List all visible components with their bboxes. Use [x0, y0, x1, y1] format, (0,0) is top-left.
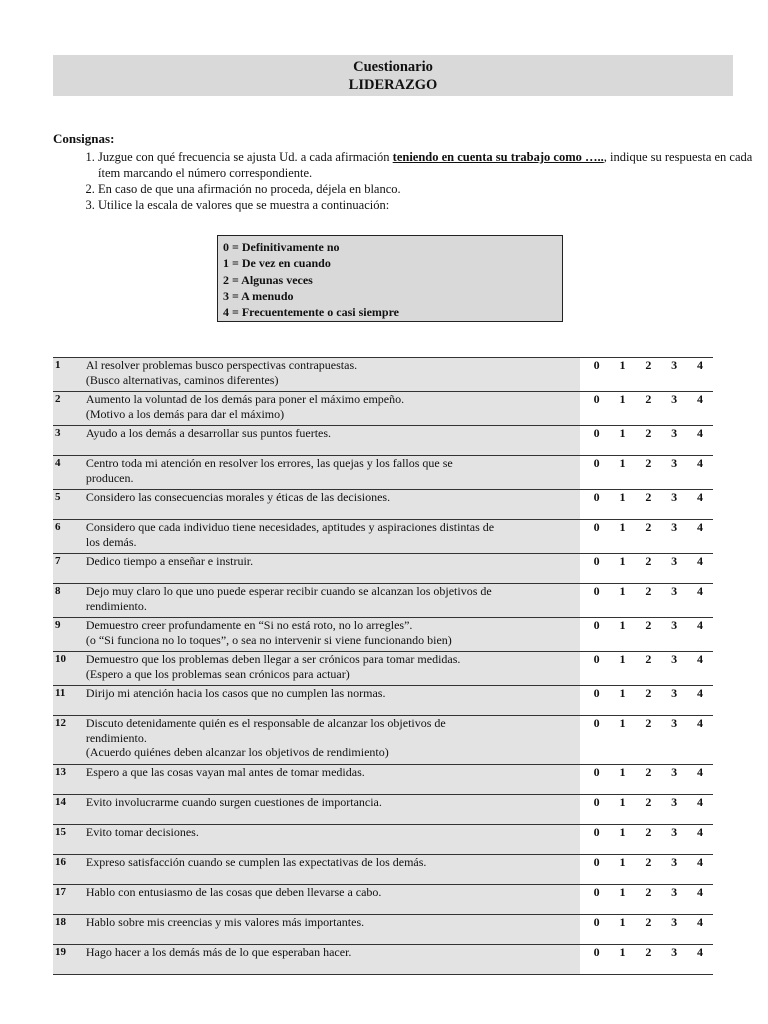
question-row: [53, 945, 713, 975]
rating-option-3[interactable]: 3: [661, 795, 687, 825]
rating-option-1[interactable]: 1: [610, 652, 636, 686]
question-line: Espero a que las cosas vayan mal antes de tomar medidas.: [85, 765, 365, 779]
rating-option-4[interactable]: 4: [687, 885, 713, 915]
question-line: rendimiento.: [85, 730, 147, 745]
instruction-text: Juzgue con qué frecuencia se ajusta Ud. a cada afirmación: [98, 150, 393, 164]
question-text: [85, 456, 580, 490]
rating-option-2[interactable]: 2: [635, 520, 661, 554]
rating-option-4[interactable]: 4: [687, 358, 713, 392]
question-text: [85, 885, 580, 915]
rating-option-4[interactable]: 4: [687, 520, 713, 554]
question-text: [85, 520, 580, 554]
rating-option-3[interactable]: 3: [661, 520, 687, 554]
rating-option-3[interactable]: 3: [661, 825, 687, 855]
question-number: 8: [53, 584, 85, 618]
instruction-item: [98, 149, 753, 181]
question-number: 11: [53, 686, 85, 716]
scale-entry: 2 = Algunas veces: [223, 272, 313, 287]
question-line: Evito involucrarme cuando surgen cuestiones de importancia.: [85, 795, 382, 809]
rating-option-3[interactable]: 3: [661, 652, 687, 686]
question-number: 14: [53, 795, 85, 825]
question-line: Dejo muy claro lo que uno puede esperar recibir cuando se alcanzan los objetivos de: [85, 584, 492, 598]
rating-option-0[interactable]: 0: [584, 686, 610, 716]
rating-option-4[interactable]: 4: [687, 686, 713, 716]
question-row: [53, 885, 713, 915]
question-number: 19: [53, 945, 85, 975]
question-line: [86, 960, 580, 975]
question-number: 15: [53, 825, 85, 855]
question-row: [53, 456, 713, 490]
rating-option-4[interactable]: 4: [687, 426, 713, 456]
rating-option-0[interactable]: 0: [584, 618, 610, 652]
question-number: 12: [53, 716, 85, 765]
question-row: [53, 915, 713, 945]
rating-option-2[interactable]: 2: [635, 584, 661, 618]
rating-option-3[interactable]: 3: [661, 392, 687, 426]
question-line: [86, 900, 580, 915]
rating-scale-legend: [217, 235, 563, 322]
rating-option-1[interactable]: 1: [610, 520, 636, 554]
question-line: Discuto detenidamente quién es el responsable de alcanzar los objetivos de: [85, 716, 446, 730]
rating-option-1[interactable]: 1: [610, 358, 636, 392]
rating-option-1[interactable]: 1: [610, 765, 636, 795]
rating-option-3[interactable]: 3: [661, 554, 687, 584]
rating-option-2[interactable]: 2: [635, 358, 661, 392]
question-row: [53, 686, 713, 716]
question-line: [86, 569, 580, 584]
rating-option-2[interactable]: 2: [635, 554, 661, 584]
question-text: [85, 825, 580, 855]
question-row: [53, 618, 713, 652]
rating-option-3[interactable]: 3: [661, 765, 687, 795]
question-text: [85, 392, 580, 426]
rating-option-4[interactable]: 4: [687, 392, 713, 426]
rating-option-2[interactable]: 2: [635, 652, 661, 686]
question-number: 17: [53, 885, 85, 915]
question-text: [85, 686, 580, 716]
question-row: [53, 855, 713, 885]
questionnaire-header: [53, 55, 733, 96]
rating-option-0[interactable]: 0: [584, 520, 610, 554]
question-row: [53, 554, 713, 584]
question-row: [53, 520, 713, 554]
question-text: [85, 490, 580, 520]
instruction-item: 3. Utilice la escala de valores que se muestra a continuación:: [98, 197, 753, 213]
rating-option-3[interactable]: 3: [661, 885, 687, 915]
rating-option-0[interactable]: 0: [584, 915, 610, 945]
question-line: (Motivo a los demás para dar el máximo): [85, 406, 285, 421]
rating-option-1[interactable]: 1: [610, 855, 636, 885]
question-text: [85, 765, 580, 795]
rating-option-3[interactable]: 3: [661, 490, 687, 520]
question-text: [85, 716, 580, 765]
question-number: 18: [53, 915, 85, 945]
question-text: [85, 945, 580, 975]
question-text: [85, 554, 580, 584]
question-number: 13: [53, 765, 85, 795]
question-number: 1: [53, 358, 85, 392]
question-row: [53, 716, 713, 765]
rating-option-1[interactable]: 1: [610, 490, 636, 520]
question-line: (Espero a que los problemas sean crónicos para actuar): [85, 666, 350, 681]
rating-option-1[interactable]: 1: [610, 716, 636, 765]
question-line: Hago hacer a los demás más de lo que esperaban hacer.: [85, 945, 352, 959]
question-text: [85, 855, 580, 885]
rating-option-2[interactable]: 2: [635, 945, 661, 975]
question-line: Demuestro creer profundamente en “Si no está roto, no lo arregles”.: [85, 618, 413, 632]
rating-option-2[interactable]: 2: [635, 795, 661, 825]
question-line: [86, 505, 580, 520]
question-row: [53, 358, 713, 392]
rating-option-3[interactable]: 3: [661, 945, 687, 975]
question-line: los demás.: [85, 534, 137, 549]
rating-option-2[interactable]: 2: [635, 716, 661, 765]
rating-option-1[interactable]: 1: [610, 392, 636, 426]
question-line: Hablo sobre mis creencias y mis valores más importantes.: [85, 915, 365, 929]
rating-option-0[interactable]: 0: [584, 358, 610, 392]
question-line: (Acuerdo quiénes deben alcanzar los objetivos de rendimiento): [85, 745, 389, 759]
question-line: Dirijo mi atención hacia los casos que no cumplen las normas.: [85, 686, 386, 700]
instructions-title: Consignas:: [53, 131, 115, 146]
rating-option-3[interactable]: 3: [661, 584, 687, 618]
scale-entry: 1 = De vez en cuando: [223, 256, 331, 271]
question-line: [86, 930, 580, 945]
question-line: Expreso satisfacción cuando se cumplen las expectativas de los demás.: [85, 855, 427, 869]
rating-option-1[interactable]: 1: [610, 825, 636, 855]
question-number: 4: [53, 456, 85, 490]
question-row: [53, 392, 713, 426]
rating-option-3[interactable]: 3: [661, 618, 687, 652]
rating-option-1[interactable]: 1: [610, 686, 636, 716]
question-text: [85, 618, 580, 652]
question-text: [85, 426, 580, 456]
question-number: 3: [53, 426, 85, 456]
rating-option-4[interactable]: 4: [687, 554, 713, 584]
rating-option-2[interactable]: 2: [635, 885, 661, 915]
rating-option-4[interactable]: 4: [687, 456, 713, 490]
rating-option-0[interactable]: 0: [584, 490, 610, 520]
rating-option-0[interactable]: 0: [584, 554, 610, 584]
question-number: 16: [53, 855, 85, 885]
rating-option-4[interactable]: 4: [687, 765, 713, 795]
question-line: Demuestro que los problemas deben llegar a ser crónicos para tomar medidas.: [85, 652, 461, 666]
question-text: [85, 915, 580, 945]
rating-option-2[interactable]: 2: [635, 456, 661, 490]
rating-option-2[interactable]: 2: [635, 855, 661, 885]
rating-option-3[interactable]: 3: [661, 426, 687, 456]
question-line: (o “Si funciona no lo toques”, o sea no intervenir si viene funcionando bien): [85, 632, 452, 647]
header-subtitle: LIDERAZGO: [348, 77, 438, 93]
question-line: rendimiento.: [85, 598, 147, 613]
rating-option-1[interactable]: 1: [610, 426, 636, 456]
rating-option-0[interactable]: 0: [584, 945, 610, 975]
question-number: 6: [53, 520, 85, 554]
rating-option-4[interactable]: 4: [687, 915, 713, 945]
question-row: [53, 490, 713, 520]
rating-option-0[interactable]: 0: [584, 652, 610, 686]
question-row: [53, 765, 713, 795]
question-text: [85, 795, 580, 825]
rating-option-1[interactable]: 1: [610, 554, 636, 584]
rating-option-2[interactable]: 2: [635, 490, 661, 520]
rating-option-0[interactable]: 0: [584, 392, 610, 426]
rating-option-1[interactable]: 1: [610, 618, 636, 652]
question-line: Hablo con entusiasmo de las cosas que deben llevarse a cabo.: [85, 885, 382, 899]
question-number: 10: [53, 652, 85, 686]
question-line: [86, 870, 580, 885]
question-line: Dedico tiempo a enseñar e instruir.: [85, 554, 254, 568]
rating-option-0[interactable]: 0: [584, 855, 610, 885]
rating-option-2[interactable]: 2: [635, 426, 661, 456]
rating-option-1[interactable]: 1: [610, 915, 636, 945]
rating-option-1[interactable]: 1: [610, 584, 636, 618]
question-line: Evito tomar decisiones.: [85, 825, 199, 839]
questions-table: [53, 357, 713, 975]
question-number: 7: [53, 554, 85, 584]
question-row: [53, 584, 713, 618]
scale-entry: 4 = Frecuentemente o casi siempre: [223, 305, 400, 320]
question-line: [86, 780, 580, 795]
rating-option-2[interactable]: 2: [635, 392, 661, 426]
rating-option-1[interactable]: 1: [610, 456, 636, 490]
question-line: Considero que cada individuo tiene necesidades, aptitudes y aspiraciones distintas de: [85, 520, 495, 534]
question-line: [86, 810, 580, 825]
question-line: (Busco alternativas, caminos diferentes): [85, 372, 279, 387]
rating-option-4[interactable]: 4: [687, 945, 713, 975]
rating-option-3[interactable]: 3: [661, 686, 687, 716]
rating-option-0[interactable]: 0: [584, 885, 610, 915]
question-number: 2: [53, 392, 85, 426]
question-row: [53, 795, 713, 825]
question-line: Centro toda mi atención en resolver los errores, las quejas y los fallos que se: [85, 456, 453, 470]
question-row: [53, 652, 713, 686]
rating-option-3[interactable]: 3: [661, 855, 687, 885]
question-row: [53, 426, 713, 456]
rating-option-2[interactable]: 2: [635, 686, 661, 716]
question-text: [85, 358, 580, 392]
instruction-emphasis: teniendo en cuenta su trabajo como …..: [392, 150, 604, 164]
scale-entry: 3 = A menudo: [223, 288, 294, 303]
rating-option-3[interactable]: 3: [661, 358, 687, 392]
question-line: [86, 840, 580, 855]
rating-option-2[interactable]: 2: [635, 915, 661, 945]
rating-option-4[interactable]: 4: [687, 584, 713, 618]
question-number: 9: [53, 618, 85, 652]
question-row: [53, 825, 713, 855]
rating-option-4[interactable]: 4: [687, 490, 713, 520]
rating-option-0[interactable]: 0: [584, 825, 610, 855]
rating-option-4[interactable]: 4: [687, 716, 713, 765]
rating-option-2[interactable]: 2: [635, 765, 661, 795]
rating-option-3[interactable]: 3: [661, 456, 687, 490]
question-number: 5: [53, 490, 85, 520]
rating-option-4[interactable]: 4: [687, 652, 713, 686]
question-text: [85, 652, 580, 686]
question-line: Considero las consecuencias morales y éticas de las decisiones.: [85, 490, 391, 504]
instruction-item: 2. En caso de que una afirmación no proceda, déjela en blanco.: [98, 181, 753, 197]
question-line: [86, 701, 580, 716]
rating-option-0[interactable]: 0: [584, 426, 610, 456]
rating-option-1[interactable]: 1: [610, 945, 636, 975]
rating-option-2[interactable]: 2: [635, 618, 661, 652]
instructions: [53, 131, 753, 213]
rating-option-1[interactable]: 1: [610, 795, 636, 825]
question-line: [86, 441, 580, 456]
rating-option-0[interactable]: 0: [584, 584, 610, 618]
rating-option-0[interactable]: 0: [584, 765, 610, 795]
question-line: Al resolver problemas busco perspectivas contrapuestas.: [85, 358, 358, 372]
rating-option-3[interactable]: 3: [661, 915, 687, 945]
rating-option-4[interactable]: 4: [687, 855, 713, 885]
rating-option-4[interactable]: 4: [687, 618, 713, 652]
question-line: producen.: [85, 470, 134, 485]
question-line: Ayudo a los demás a desarrollar sus puntos fuertes.: [85, 426, 332, 440]
scale-entry: 0 = Definitivamente no: [223, 240, 340, 254]
rating-option-0[interactable]: 0: [584, 716, 610, 765]
rating-option-2[interactable]: 2: [635, 825, 661, 855]
rating-option-0[interactable]: 0: [584, 456, 610, 490]
rating-option-3[interactable]: 3: [661, 716, 687, 765]
header-title: Cuestionario: [353, 59, 433, 75]
rating-option-4[interactable]: 4: [687, 795, 713, 825]
rating-option-1[interactable]: 1: [610, 885, 636, 915]
question-text: [85, 584, 580, 618]
rating-option-4[interactable]: 4: [687, 825, 713, 855]
question-line: Aumento la voluntad de los demás para poner el máximo empeño.: [85, 392, 405, 406]
instructions-list: [53, 149, 753, 213]
rating-option-0[interactable]: 0: [584, 795, 610, 825]
instruction-text: , indique su respuesta en cada ítem marcando el número correspondiente.: [98, 150, 753, 180]
